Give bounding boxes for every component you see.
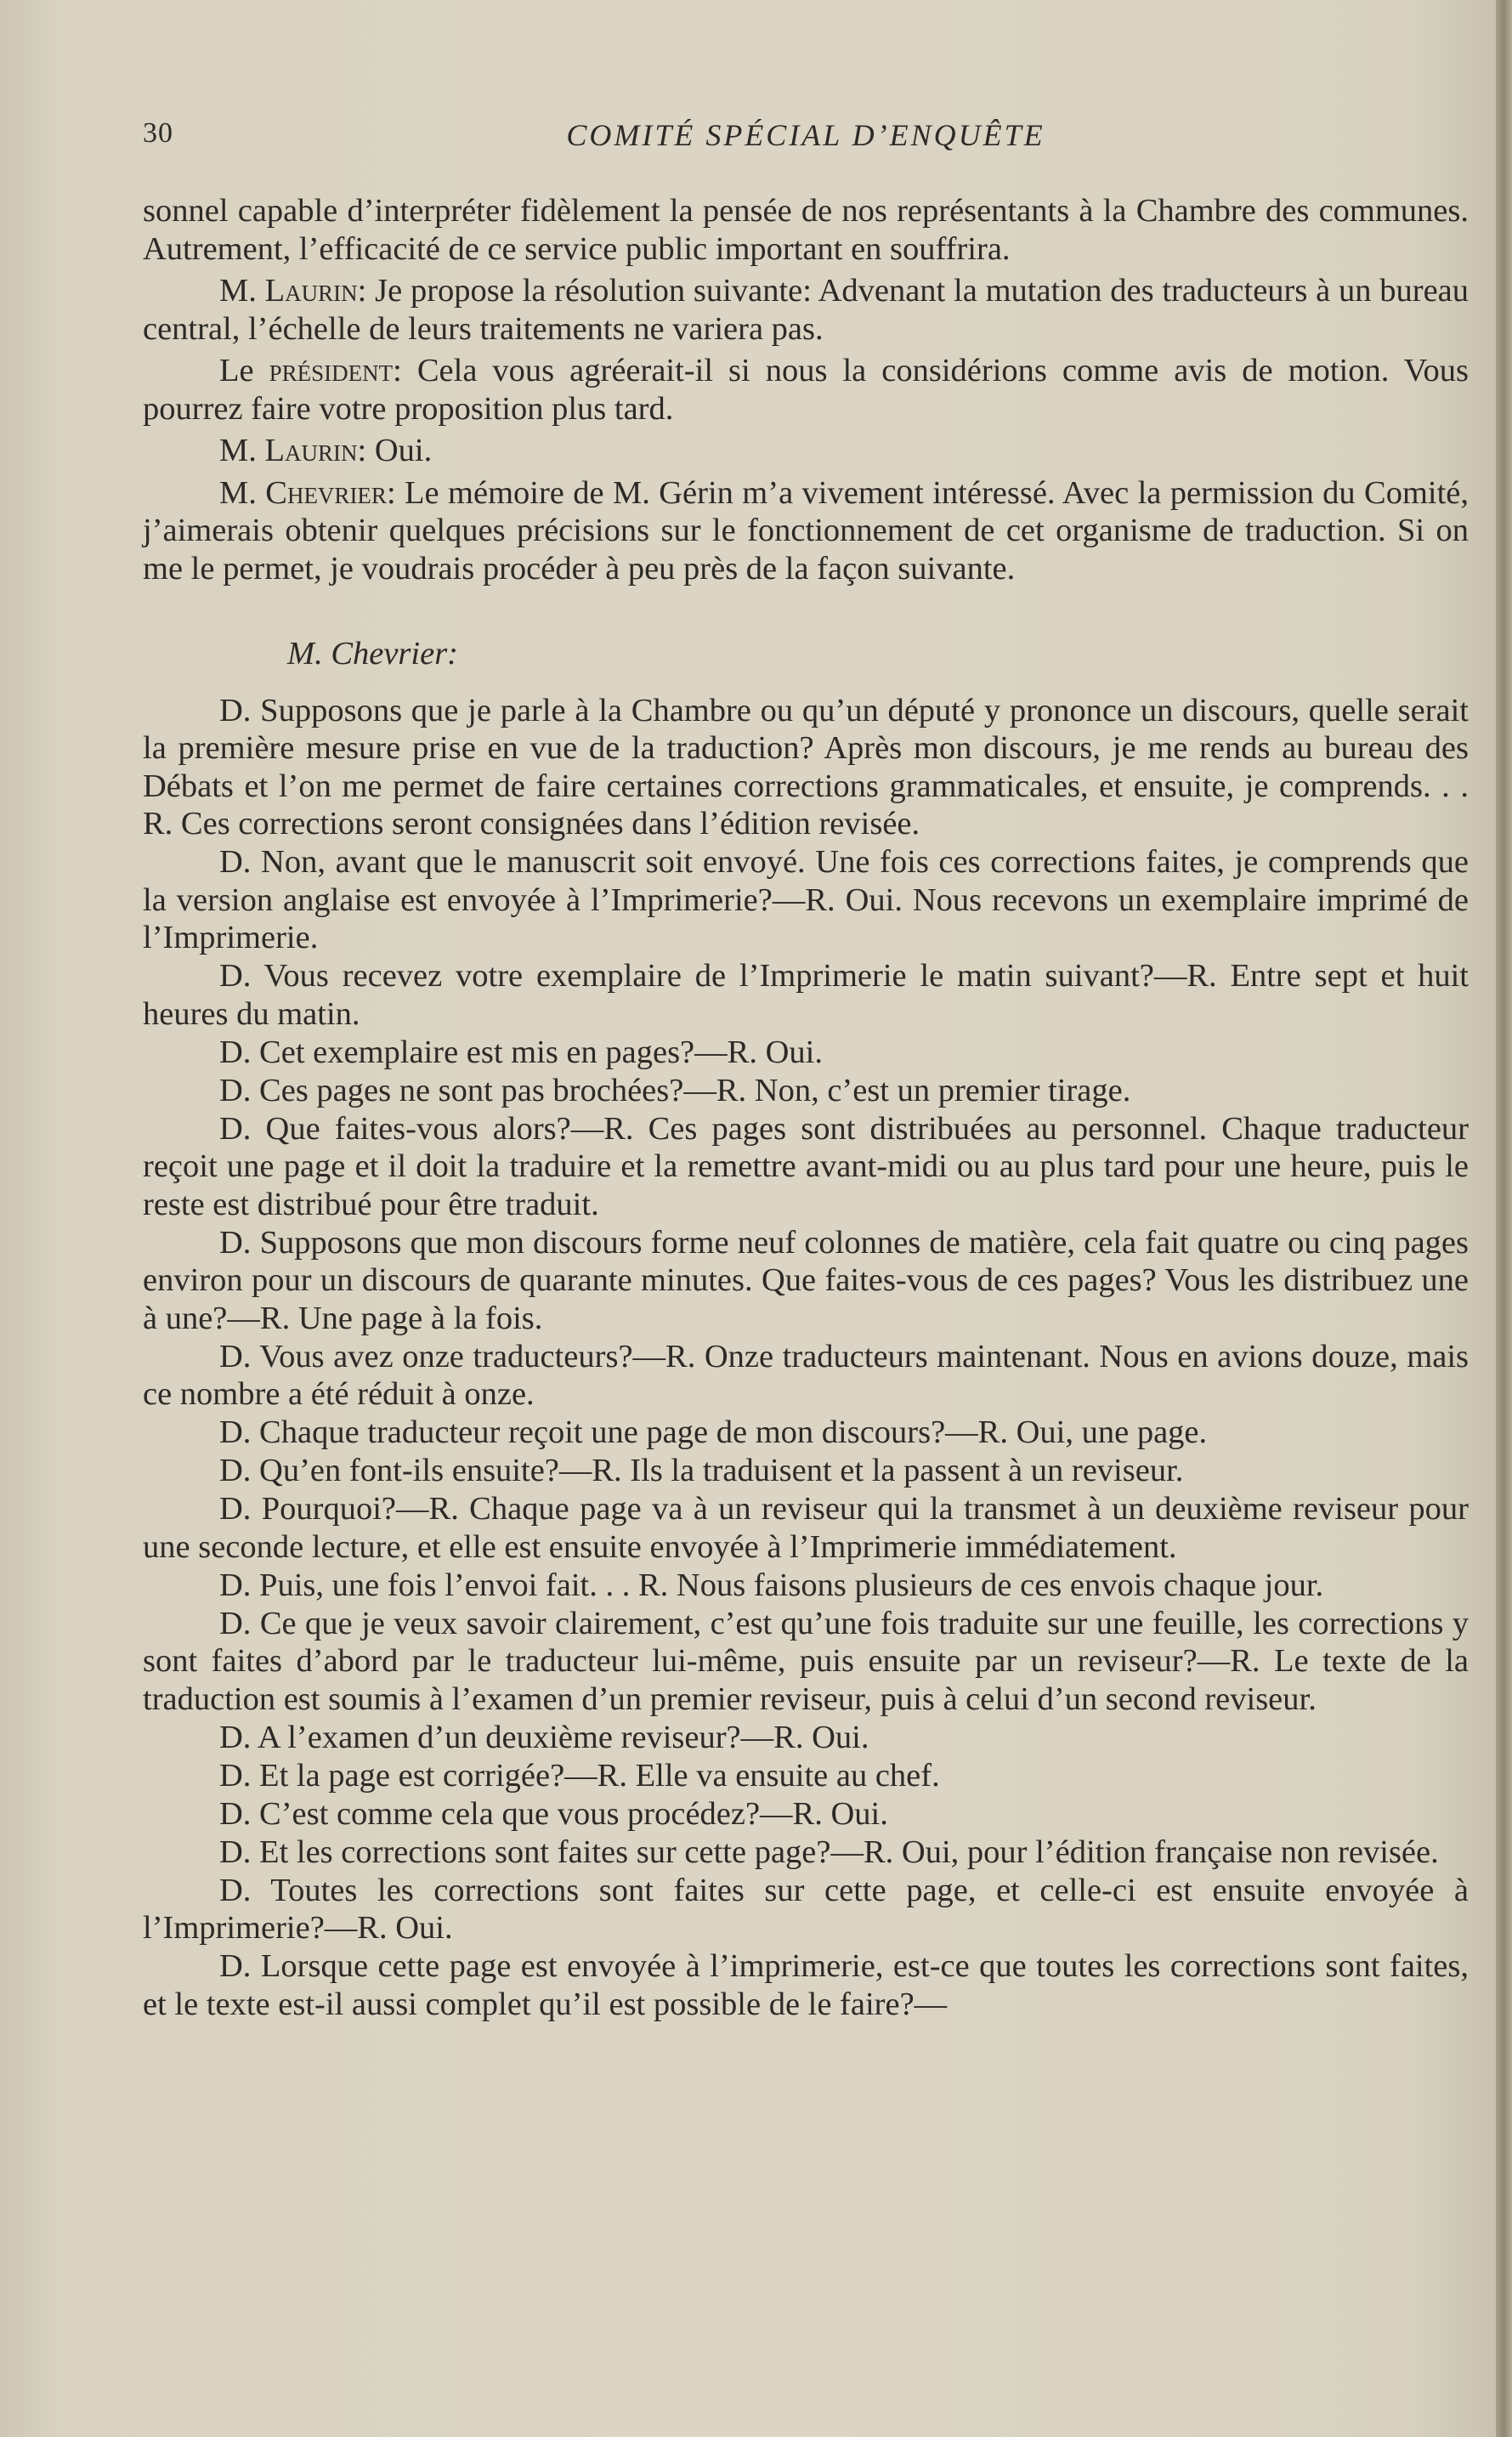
speaker-prefix: Le: [219, 353, 269, 388]
speaker-name-chevrier: Chevrier: [265, 474, 387, 511]
qa-paragraph: D. Supposons que mon discours forme neuf colonnes de matière, cela fait quatre ou cinq pages environ pour un discours de quarante minutes. Que faites-vous de ces pages? Vous les distribuez une à une?—R. Une page à la fois.: [143, 1224, 1469, 1336]
qa-paragraph: D. Ce que je veux savoir clairement, c’est qu’une fois traduite sur une feuille, les corrections y sont faites d’abord par le traducteur lui-même, puis ensuite par un reviseur?—R. Le texte de la traduction est soumis à l’examen d’un premier reviseur, puis à celui d’un second reviseur.: [143, 1605, 1469, 1717]
chevrier-paragraph: [143, 474, 1469, 588]
qa-paragraph: D. Qu’en font-ils ensuite?—R. Ils la traduisent et la passent à un reviseur.: [219, 1453, 1184, 1488]
running-title: COMITÉ SPÉCIAL D’ENQUÊTE: [566, 118, 1045, 152]
qa-paragraph: D. A l’examen d’un deuxième reviseur?—R. Oui.: [219, 1719, 869, 1755]
qa-paragraph: D. Et la page est corrigée?—R. Elle va ensuite au chef.: [219, 1757, 940, 1794]
qa-paragraph: D. Et les corrections sont faites sur cette page?—R. Oui, pour l’édition française non revisée.: [219, 1833, 1439, 1870]
page-header: [143, 117, 1469, 160]
page-number: 30: [143, 117, 173, 149]
speaker-prefix: M.: [219, 433, 265, 468]
speech-text: : Le mémoire de M. Gérin m’a vivement intéressé. Avec la permission du Comité, j’aimerais obtenir quelques précisions sur le fonctionnement de cet organisme de traduction. Si on me le permet, je voudrais procéder à peu près de la façon suivante.: [143, 474, 1469, 587]
examiner-subheading: M. Chevrier:: [287, 636, 458, 672]
qa-paragraph: D. C’est comme cela que vous procédez?—R. Oui.: [219, 1795, 888, 1832]
qa-paragraph: D. Lorsque cette page est envoyée à l’imprimerie, est-ce que toutes les corrections sont faites, et le texte est-il aussi complet qu’il est possible de le faire?—: [143, 1948, 1469, 2022]
continuation-paragraph: sonnel capable d’interpréter fidèlement la pensée de nos représentants à la Chambre des communes. Autrement, l’efficacité de ce service public important en souffrira.: [143, 193, 1469, 267]
speech-text: : Oui.: [357, 433, 433, 468]
page-body: [143, 192, 1469, 2023]
qa-paragraph: D. Puis, une fois l’envoi fait. . . R. Nous faisons plusieurs de ces envois chaque jour.: [219, 1567, 1324, 1603]
laurin-resolution-paragraph: [143, 272, 1469, 348]
speech-text: : Cela vous agréerait-il si nous la considérions comme avis de motion. Vous pourrez faire votre proposition plus tard.: [143, 353, 1469, 427]
speaker-name-laurin: Laurin: [264, 273, 358, 309]
laurin-reply-paragraph: [143, 432, 1469, 470]
qa-paragraph: D. Supposons que je parle à la Chambre ou qu’un député y prononce un discours, quelle serait la première mesure prise en vue de la traduction? Après mon discours, je me rends au bureau des Débats et l’on me permet de faire certaines corrections grammaticales, et ensuite, je comprends. . . R. Ces corrections seront consignées dans l’édition revisée.: [143, 692, 1469, 842]
qa-paragraph: D. Non, avant que le manuscrit soit envoyé. Une fois ces corrections faites, je comprends que la version anglaise est envoyée à l’Imprimerie?—R. Oui. Nous recevons un exemplaire imprimé de l’Imprimerie.: [143, 844, 1469, 955]
president-paragraph: [143, 352, 1469, 428]
speech-text: : Je propose la résolution suivante: Advenant la mutation des traducteurs à un bureau central, l’échelle de leurs traitements ne variera pas.: [143, 273, 1470, 347]
speaker-name-president: président: [269, 353, 394, 388]
speaker-name-laurin: Laurin: [264, 433, 358, 468]
qa-paragraph: D. Vous recevez votre exemplaire de l’Imprimerie le matin suivant?—R. Entre sept et huit heures du matin.: [143, 958, 1469, 1032]
qa-paragraph: D. Chaque traducteur reçoit une page de mon discours?—R. Oui, une page.: [219, 1414, 1208, 1450]
qa-paragraph: D. Que faites-vous alors?—R. Ces pages sont distribuées au personnel. Chaque traducteur reçoit une page et il doit la traduire et la remettre avant-midi ou au plus tard pour une heure, puis le reste est distribué pour être traduit.: [143, 1110, 1469, 1222]
question-answer-list: [143, 692, 1469, 2024]
speaker-prefix: M.: [219, 474, 266, 511]
page-edge: [1496, 0, 1512, 2437]
qa-paragraph: D. Toutes les corrections sont faites sur cette page, et celle-ci est ensuite envoyée à l’Imprimerie?—R. Oui.: [143, 1872, 1469, 1946]
qa-paragraph: D. Cet exemplaire est mis en pages?—R. Oui.: [219, 1034, 823, 1070]
qa-paragraph: D. Pourquoi?—R. Chaque page va à un reviseur qui la transmet à un deuxième reviseur pour une seconde lecture, et elle est ensuite envoyée à l’Imprimerie immédiatement.: [143, 1491, 1469, 1565]
qa-paragraph: D. Vous avez onze traducteurs?—R. Onze traducteurs maintenant. Nous en avions douze, mais ce nombre a été réduit à onze.: [143, 1338, 1469, 1412]
speaker-prefix: M.: [219, 273, 265, 309]
qa-paragraph: D. Ces pages ne sont pas brochées?—R. Non, c’est un premier tirage.: [219, 1072, 1131, 1108]
